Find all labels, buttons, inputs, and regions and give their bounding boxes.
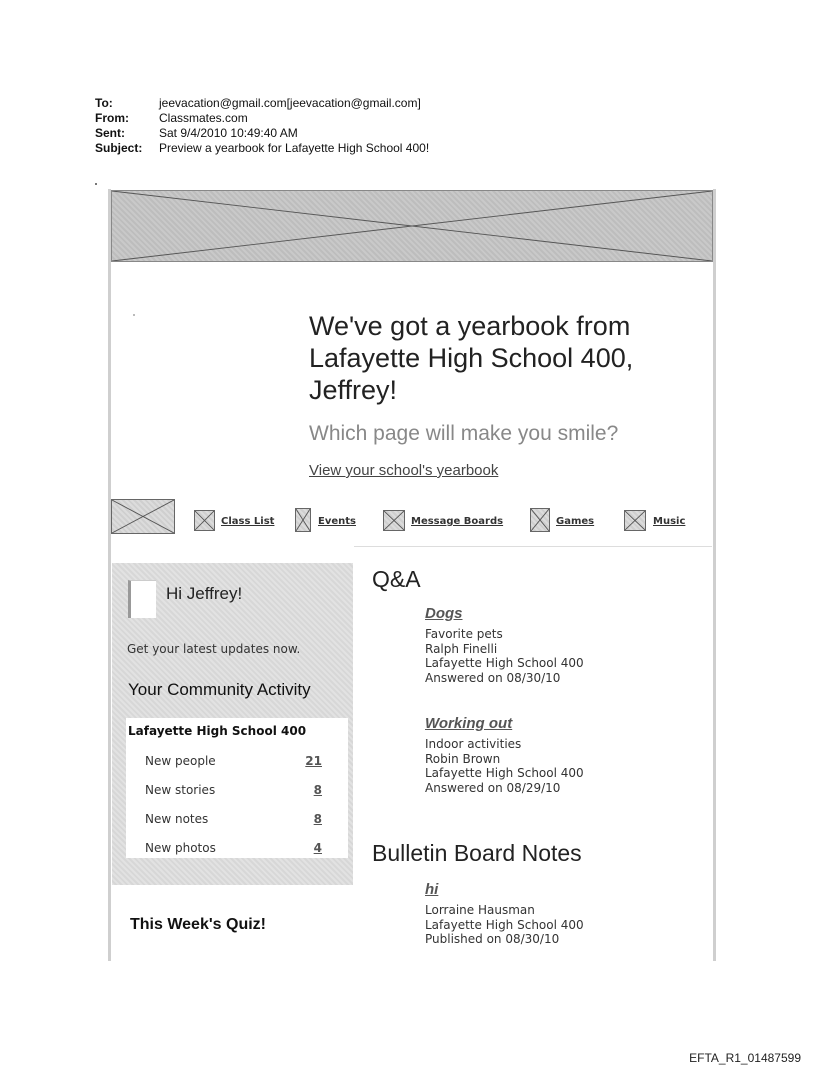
from-label: From: <box>95 111 129 125</box>
qa-item-author: Robin Brown <box>425 751 501 766</box>
stat-label-new-notes: New notes <box>145 812 209 826</box>
games-icon[interactable] <box>530 508 550 532</box>
stat-label-new-photos: New photos <box>145 841 216 855</box>
bulletin-item-title-hi[interactable]: hi <box>425 881 439 898</box>
qa-item-school: Lafayette High School 400 <box>425 656 584 670</box>
email-header <box>95 96 429 156</box>
nav-message-boards[interactable]: Message Boards <box>411 516 504 527</box>
class-list-icon[interactable] <box>194 510 215 531</box>
stat-value-new-stories[interactable]: 8 <box>313 783 322 797</box>
events-icon[interactable] <box>295 508 311 532</box>
nav-music[interactable]: Music <box>653 516 686 527</box>
stat-label-new-stories: New stories <box>145 783 216 797</box>
view-yearbook-link[interactable]: View your school's yearbook <box>309 462 499 479</box>
nav-events[interactable]: Events <box>318 516 356 527</box>
qa-item-date: Answered on 08/29/10 <box>425 780 561 795</box>
to-label: To: <box>95 96 113 110</box>
updates-text[interactable]: Get your latest updates now. <box>127 642 301 656</box>
bulletin-item-school: Lafayette High School 400 <box>425 917 584 932</box>
qa-section-title: Q&A <box>372 566 421 592</box>
stray-dot <box>95 183 97 185</box>
qa-item-school: Lafayette High School 400 <box>425 766 584 780</box>
logo-dot <box>133 314 135 316</box>
nav-games[interactable]: Games <box>556 516 595 527</box>
message-boards-icon[interactable] <box>383 510 405 531</box>
avatar <box>128 580 156 618</box>
qa-item-title-working-out[interactable]: Working out <box>425 715 513 732</box>
subject-label: Subject: <box>95 141 143 155</box>
qa-item-author: Ralph Finelli <box>425 641 498 656</box>
hero-headline: We've got a yearbook from Lafayette High School 400, Jeffrey! <box>309 311 634 405</box>
bulletin-item-author: Lorraine Hausman <box>425 903 535 917</box>
music-icon[interactable] <box>624 510 646 531</box>
nav-divider <box>354 546 712 547</box>
stat-value-new-photos[interactable]: 4 <box>313 841 322 855</box>
from-value: Classmates.com <box>159 111 248 125</box>
to-value: jeevacation@gmail.com[jeevacation@gmail.com] <box>159 96 421 110</box>
banner-image-placeholder <box>111 190 713 262</box>
stat-label-new-people: New people <box>145 754 216 768</box>
weekly-quiz-title: This Week's Quiz! <box>130 916 266 933</box>
bulletin-item-date: Published on 08/30/10 <box>425 932 560 946</box>
qa-item-category: Favorite pets <box>425 627 503 641</box>
stat-value-new-people[interactable]: 21 <box>305 754 322 768</box>
sent-label: Sent: <box>95 126 125 140</box>
bulletin-section-title: Bulletin Board Notes <box>372 840 582 866</box>
sent-value: Sat 9/4/2010 10:49:40 AM <box>159 126 298 140</box>
qa-item-category: Indoor activities <box>425 737 522 751</box>
qa-item-date: Answered on 08/30/10 <box>425 670 561 685</box>
community-school-name: Lafayette High School 400 <box>128 724 307 738</box>
document-id: EFTA_R1_01487599 <box>689 1051 801 1065</box>
community-activity-title: Your Community Activity <box>128 680 311 699</box>
broken-image-icon <box>112 191 712 261</box>
hero-subhead: Which page will make you smile? <box>309 422 619 445</box>
greeting: Hi Jeffrey! <box>166 584 243 603</box>
nav-class-list[interactable]: Class List <box>221 516 275 527</box>
broken-image-icon <box>112 500 174 533</box>
nav-logo-placeholder <box>111 499 175 534</box>
subject-value: Preview a yearbook for Lafayette High School 400! <box>159 141 430 155</box>
stat-value-new-notes[interactable]: 8 <box>313 812 322 826</box>
qa-item-title-dogs[interactable]: Dogs <box>425 605 463 622</box>
